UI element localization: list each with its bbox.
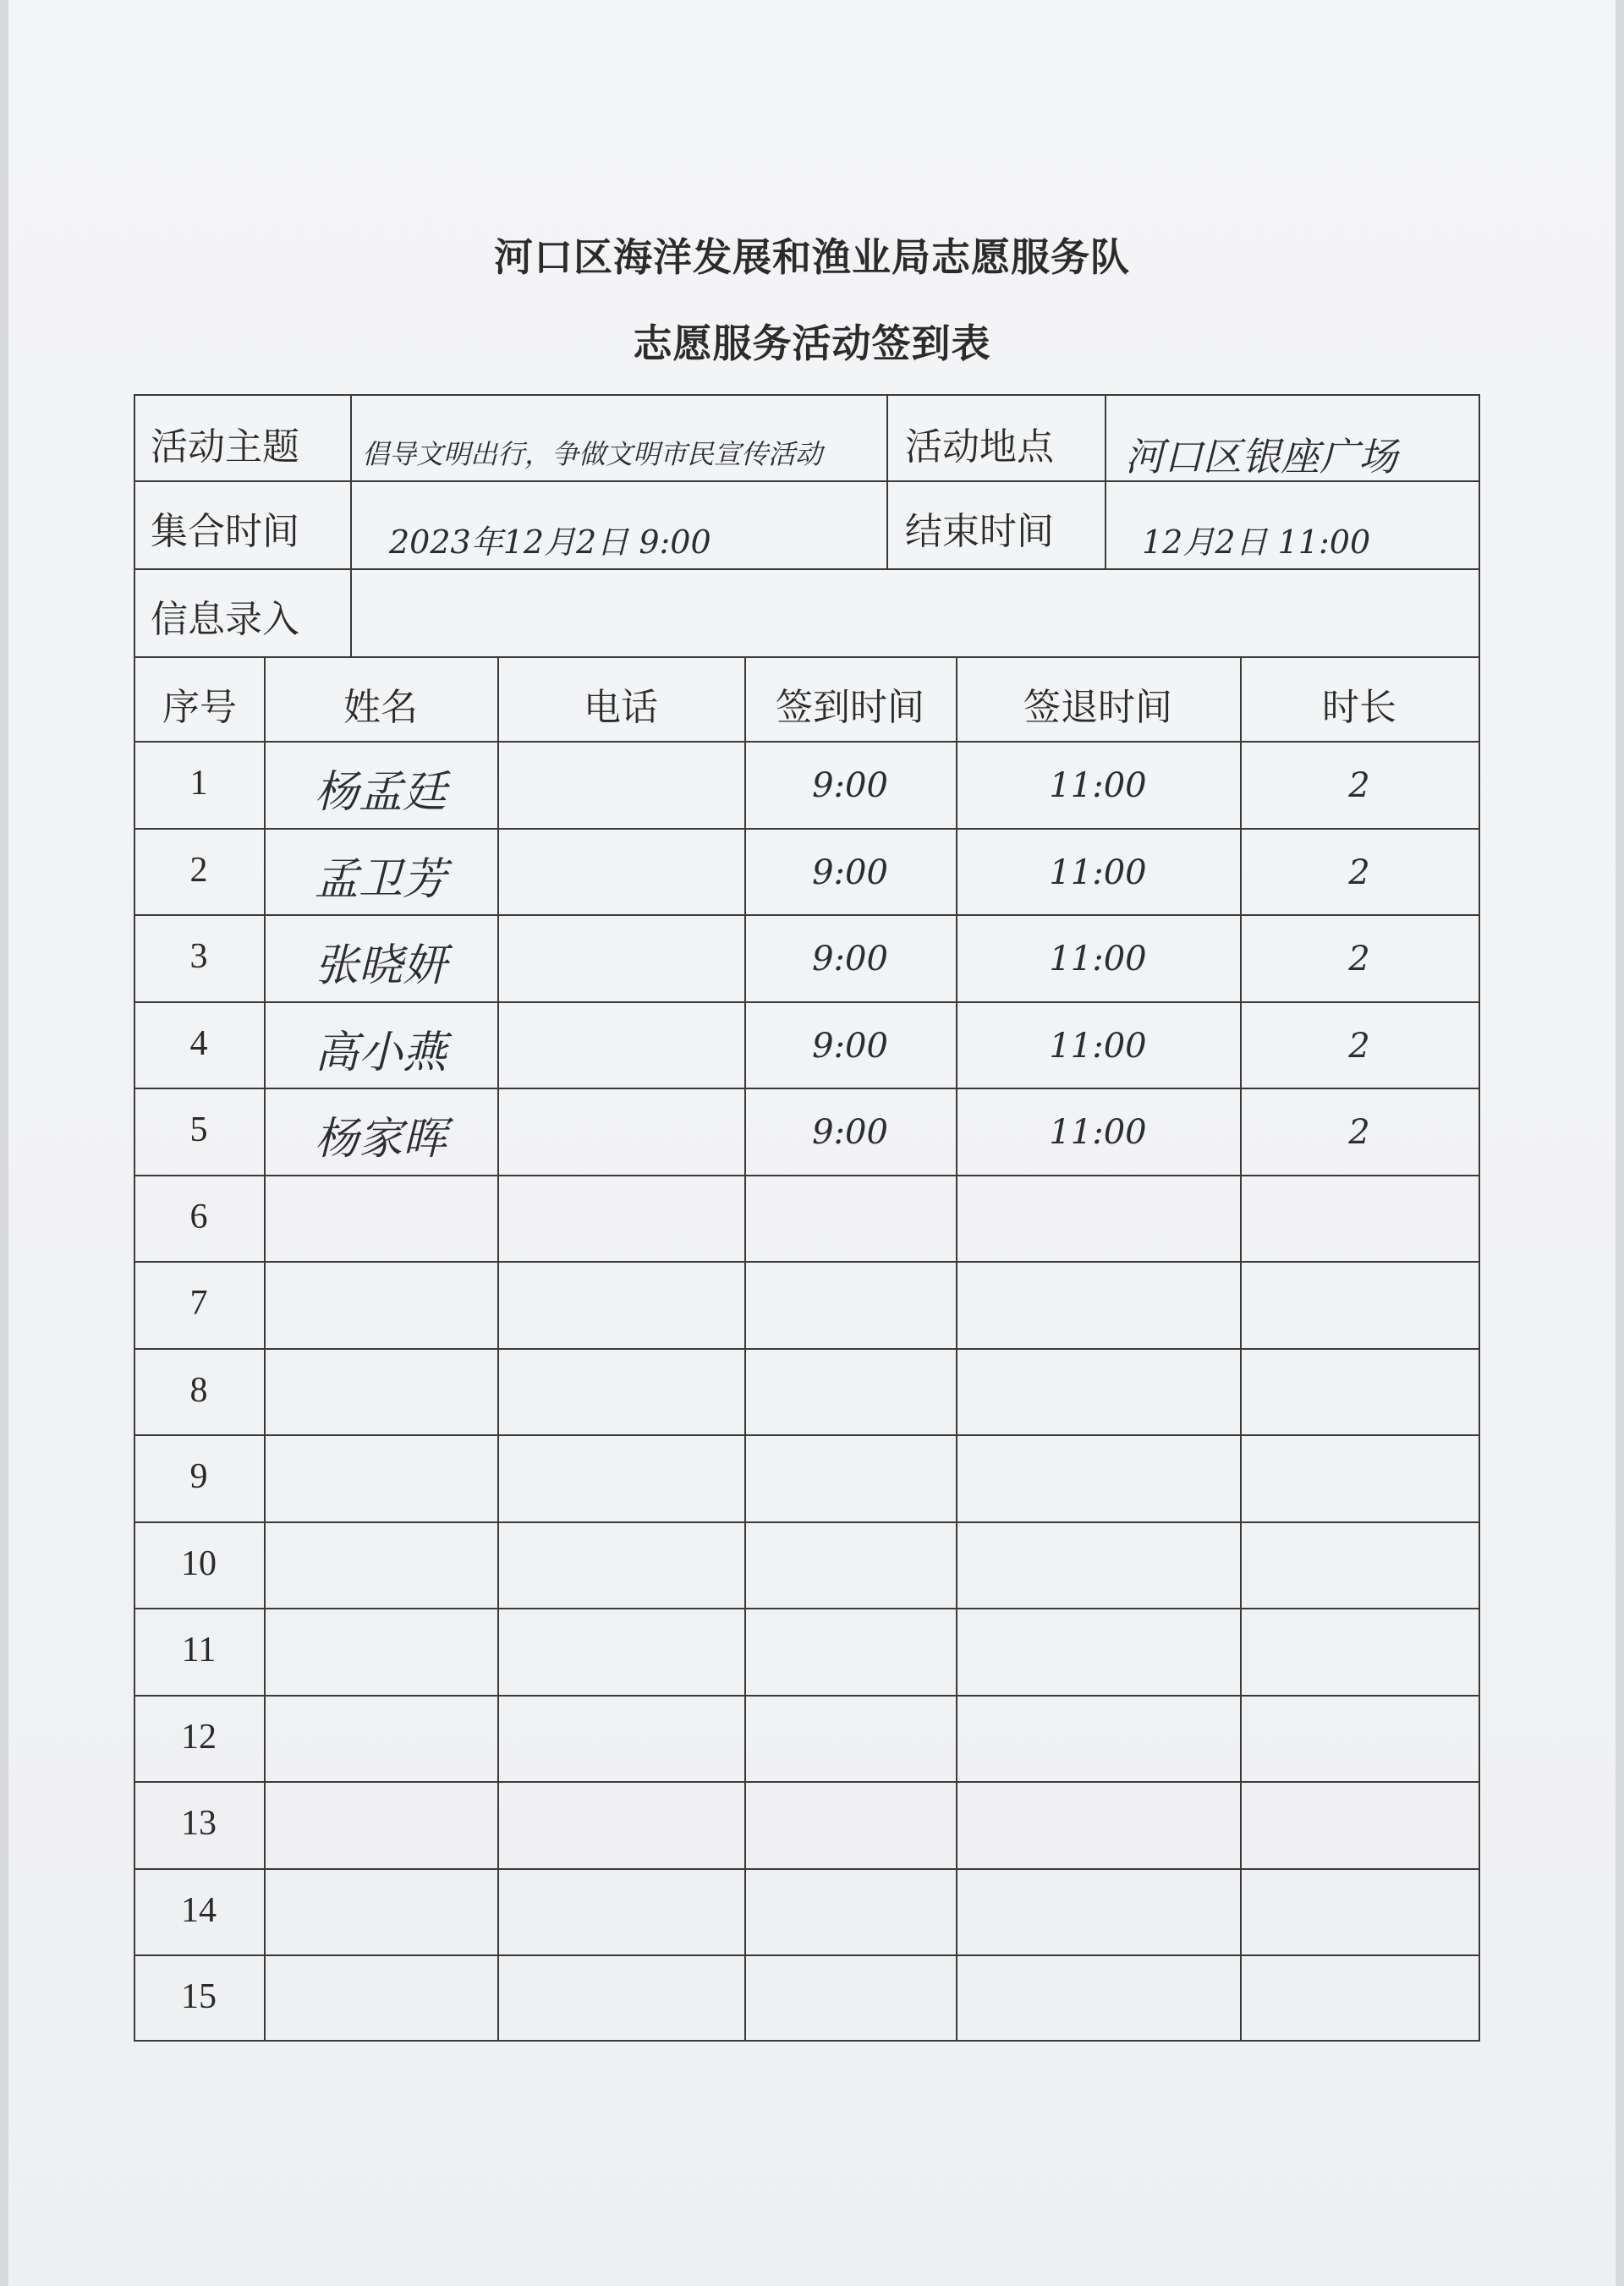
row-divider	[135, 1348, 1479, 1350]
row-5-duration: 2	[1348, 1113, 1370, 1152]
row-1-name: 杨孟廷	[314, 767, 447, 818]
row-divider	[135, 1781, 1479, 1783]
row-3-duration: 2	[1348, 940, 1370, 979]
row-5-sign-in: 9:00	[812, 1113, 888, 1152]
row-13-no: 13	[181, 1804, 217, 1843]
row-1-duration: 2	[1348, 766, 1370, 805]
row-9-no: 9	[189, 1457, 208, 1496]
theme-label: 活动主题	[151, 425, 299, 469]
row-3-name: 张晓妍	[314, 940, 447, 991]
gather-time-label: 集合时间	[151, 510, 299, 553]
info-record-label: 信息录入	[151, 598, 299, 641]
row-4-sign-out: 11:00	[1049, 1026, 1147, 1066]
row-4-duration: 2	[1348, 1026, 1370, 1066]
column-header: 时长	[1322, 686, 1396, 729]
row-divider	[135, 1261, 1479, 1263]
row-8-no: 8	[189, 1370, 208, 1410]
row-7-no: 7	[189, 1284, 208, 1323]
row-2-sign-in: 9:00	[812, 852, 888, 892]
row-4-sign-in: 9:00	[812, 1026, 888, 1066]
gather-time-value: 2023年12月2日 9:00	[389, 524, 711, 561]
column-header: 签到时间	[776, 686, 924, 729]
row-2-duration: 2	[1348, 852, 1370, 892]
row-divider	[135, 1954, 1479, 1956]
document-subtitle: 志愿服务活动签到表	[633, 321, 991, 366]
row-15-no: 15	[181, 1977, 217, 2016]
column-header: 电话	[584, 686, 658, 729]
row-divider	[135, 1868, 1479, 1870]
row-divider	[135, 1608, 1479, 1609]
column-divider	[886, 396, 888, 568]
row-3-sign-out: 11:00	[1049, 940, 1147, 979]
row-1-sign-out: 11:00	[1049, 766, 1147, 805]
row-4-no: 4	[189, 1023, 208, 1063]
location-value: 河口区银座广场	[1125, 434, 1397, 480]
row-2-no: 2	[189, 850, 208, 890]
row-divider	[135, 568, 1479, 570]
row-6-no: 6	[189, 1197, 208, 1236]
row-divider	[135, 1175, 1479, 1176]
row-4-name: 高小燕	[314, 1027, 447, 1078]
row-5-name: 杨家晖	[314, 1114, 447, 1165]
signin-table	[134, 394, 1480, 2042]
row-3-sign-in: 9:00	[812, 940, 888, 979]
row-divider	[135, 914, 1479, 916]
row-10-no: 10	[181, 1543, 217, 1583]
location-label: 活动地点	[905, 425, 1054, 469]
row-2-sign-out: 11:00	[1049, 852, 1147, 892]
row-divider	[135, 828, 1479, 830]
row-2-name: 孟卫芳	[314, 853, 447, 905]
end-time-label: 结束时间	[905, 510, 1054, 553]
row-divider	[135, 1001, 1479, 1003]
row-divider	[135, 1521, 1479, 1523]
row-5-sign-out: 11:00	[1049, 1113, 1147, 1152]
row-1-sign-in: 9:00	[812, 766, 888, 805]
row-divider	[135, 1434, 1479, 1436]
row-divider	[135, 656, 1479, 658]
row-11-no: 11	[181, 1631, 217, 1669]
row-divider	[135, 1695, 1479, 1697]
column-header: 姓名	[343, 686, 418, 729]
column-header: 签退时间	[1023, 686, 1172, 729]
row-12-no: 12	[181, 1717, 217, 1757]
column-header: 序号	[162, 686, 237, 729]
theme-value: 倡导文明出行，争做文明市民宣传活动	[362, 438, 823, 470]
row-14-no: 14	[181, 1890, 217, 1930]
column-divider	[350, 396, 352, 656]
column-divider	[1105, 396, 1106, 568]
document-title: 河口区海洋发展和渔业局志愿服务队	[494, 234, 1130, 280]
row-5-no: 5	[189, 1110, 208, 1149]
end-time-value: 12月2日 11:00	[1142, 524, 1371, 561]
row-3-no: 3	[189, 937, 208, 976]
row-divider	[135, 741, 1479, 743]
row-1-no: 1	[189, 764, 208, 803]
row-divider	[135, 1088, 1479, 1089]
